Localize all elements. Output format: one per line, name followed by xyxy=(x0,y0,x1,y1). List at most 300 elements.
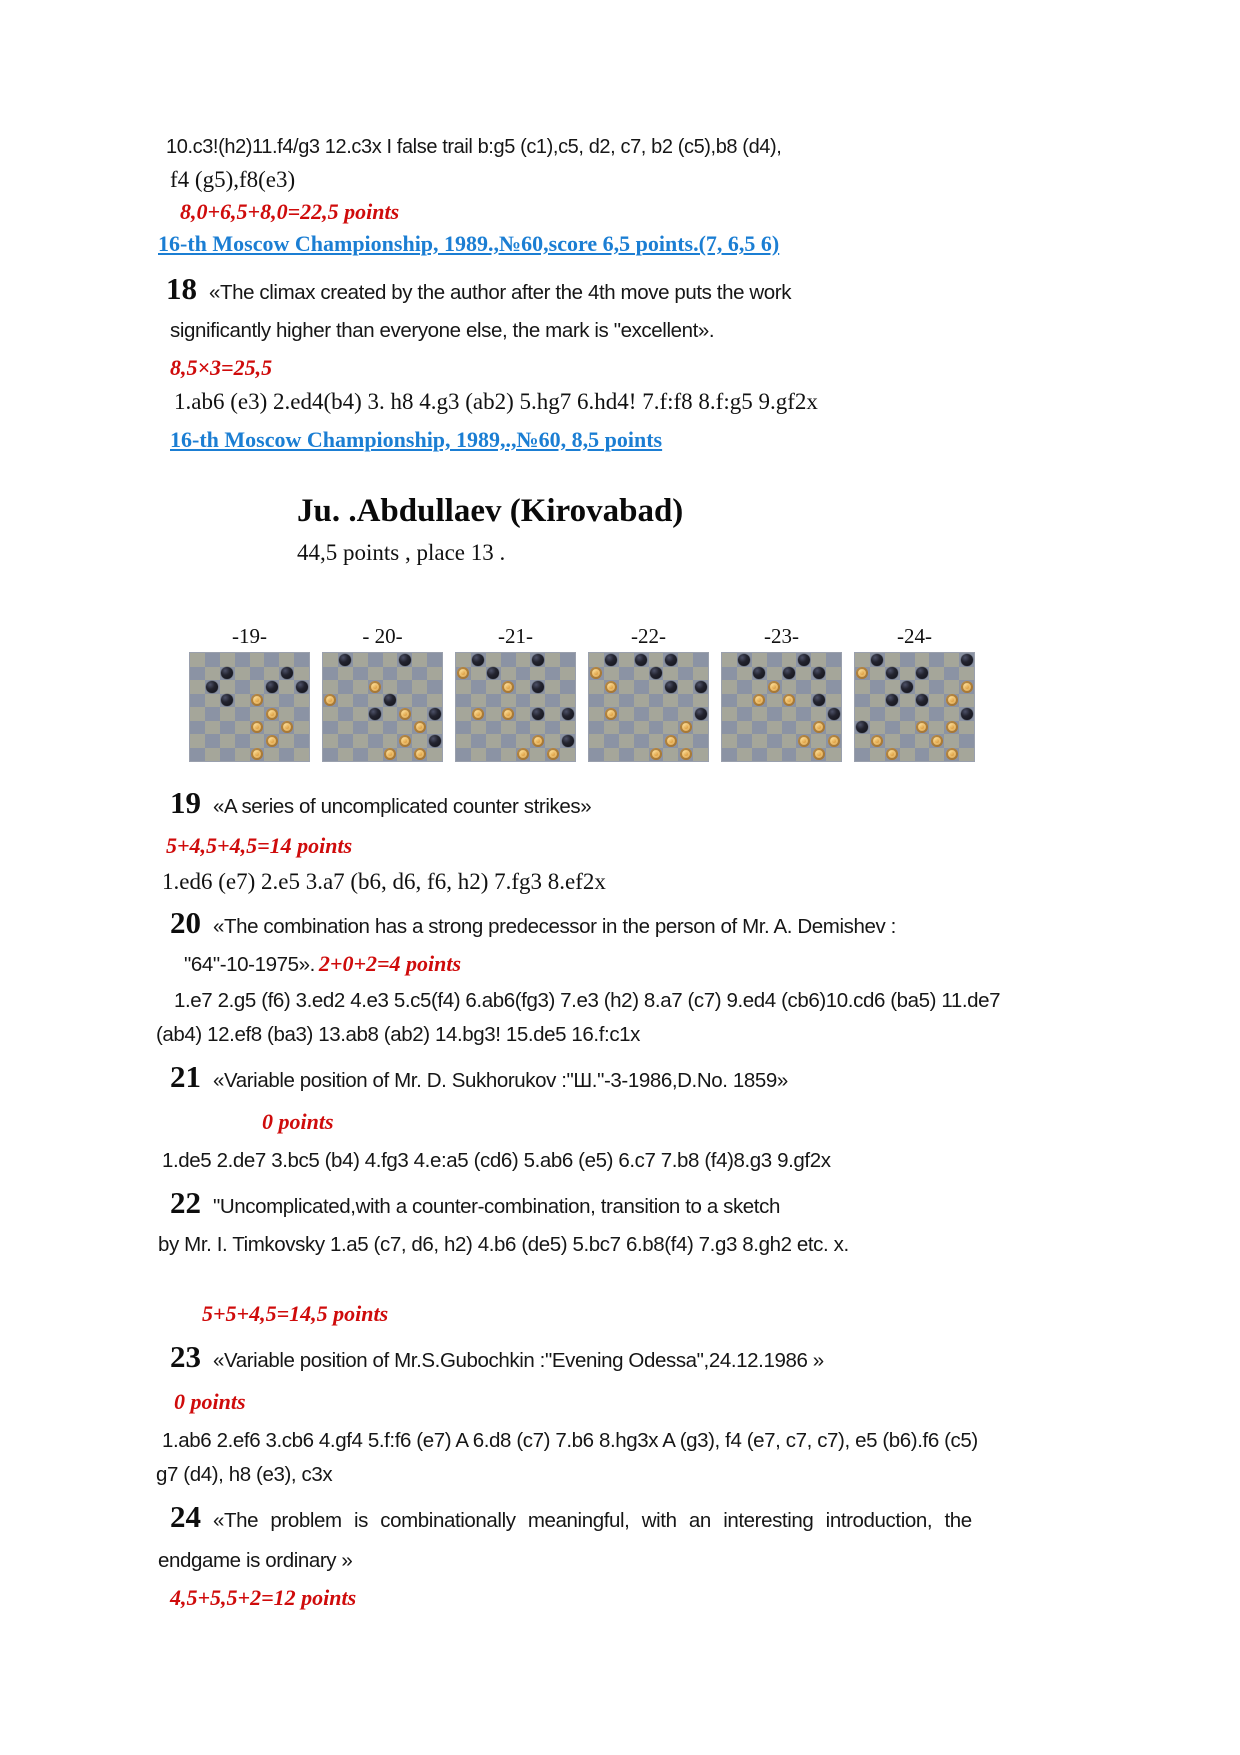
black-piece xyxy=(650,667,662,679)
board-square xyxy=(530,721,545,735)
board-square xyxy=(383,680,398,694)
board-square xyxy=(737,653,752,667)
board-square xyxy=(722,667,737,681)
board-square xyxy=(752,721,767,735)
board-square xyxy=(560,748,575,762)
board-square xyxy=(737,748,752,762)
board-square xyxy=(900,680,915,694)
board-square xyxy=(634,680,649,694)
board-square xyxy=(250,667,265,681)
board-square xyxy=(767,707,782,721)
board-square xyxy=(589,653,604,667)
board-square xyxy=(915,721,930,735)
board-square xyxy=(353,748,368,762)
white-piece xyxy=(753,694,765,706)
white-piece xyxy=(324,694,336,706)
black-piece xyxy=(206,681,218,693)
board-square xyxy=(885,653,900,667)
board-square xyxy=(235,707,250,721)
board-square xyxy=(353,707,368,721)
board-square xyxy=(870,667,885,681)
board-square xyxy=(663,748,678,762)
checkers-board-21 xyxy=(456,653,575,761)
board-square xyxy=(589,748,604,762)
white-piece xyxy=(399,708,411,720)
board-square xyxy=(235,734,250,748)
board-square xyxy=(412,748,427,762)
board-square xyxy=(516,748,531,762)
board-square xyxy=(205,734,220,748)
board-square xyxy=(205,653,220,667)
board-square xyxy=(501,734,516,748)
white-piece xyxy=(281,721,293,733)
black-piece xyxy=(296,681,308,693)
board-square xyxy=(486,734,501,748)
board-square xyxy=(560,707,575,721)
board-square xyxy=(663,694,678,708)
white-piece xyxy=(502,681,514,693)
board-square xyxy=(959,653,974,667)
board-square xyxy=(368,707,383,721)
board-square xyxy=(767,748,782,762)
board-square xyxy=(811,734,826,748)
board-square xyxy=(737,694,752,708)
board-square xyxy=(427,748,442,762)
board-square xyxy=(782,680,797,694)
black-piece xyxy=(266,681,278,693)
board-square xyxy=(796,667,811,681)
board-square xyxy=(250,734,265,748)
black-piece xyxy=(369,708,381,720)
black-piece xyxy=(916,667,928,679)
paragraph-23-heading xyxy=(170,1341,1130,1373)
championship-link-1[interactable]: 16-th Moscow Championship, 1989.,№60,score 6,5 points.(7, 6,5 6) xyxy=(158,231,780,256)
board-square xyxy=(190,667,205,681)
board-square xyxy=(944,734,959,748)
board-square xyxy=(929,748,944,762)
board-square xyxy=(250,653,265,667)
white-piece xyxy=(650,748,662,760)
paragraph-18-number: 18 xyxy=(166,271,197,306)
black-piece xyxy=(221,667,233,679)
board-square xyxy=(560,667,575,681)
board-square xyxy=(929,653,944,667)
board-square xyxy=(264,734,279,748)
white-piece xyxy=(369,681,381,693)
board-square xyxy=(530,667,545,681)
board-square xyxy=(737,667,752,681)
black-piece xyxy=(916,694,928,706)
board-square xyxy=(323,748,338,762)
board-square xyxy=(279,721,294,735)
board-square xyxy=(604,748,619,762)
board-square xyxy=(929,680,944,694)
paragraph-19-heading xyxy=(170,787,1130,819)
board-square xyxy=(722,680,737,694)
board-square xyxy=(205,694,220,708)
board-square xyxy=(885,734,900,748)
board-square xyxy=(855,734,870,748)
white-piece xyxy=(384,748,396,760)
board-square xyxy=(545,667,560,681)
board-square xyxy=(589,667,604,681)
paragraph-23-number: 23 xyxy=(170,1339,201,1374)
black-piece xyxy=(635,654,647,666)
board-square xyxy=(456,734,471,748)
board-square xyxy=(516,734,531,748)
board-square xyxy=(959,734,974,748)
board-square xyxy=(560,680,575,694)
board-square xyxy=(796,680,811,694)
black-piece xyxy=(487,667,499,679)
board-square xyxy=(767,734,782,748)
white-piece xyxy=(680,748,692,760)
white-piece xyxy=(783,694,795,706)
championship-link-2[interactable]: 16-th Moscow Championship, 1989,.,№60, 8,5 points xyxy=(170,427,663,452)
board-square xyxy=(220,653,235,667)
white-piece xyxy=(399,735,411,747)
black-piece xyxy=(339,654,351,666)
board-square xyxy=(338,748,353,762)
black-piece xyxy=(813,667,825,679)
board-square xyxy=(870,680,885,694)
board-square xyxy=(826,653,841,667)
paragraph-19-points: 5+4,5+4,5=14 points xyxy=(166,833,353,858)
board-square xyxy=(722,694,737,708)
board-square xyxy=(353,694,368,708)
board-square xyxy=(353,721,368,735)
board-square xyxy=(826,734,841,748)
board-square xyxy=(678,734,693,748)
board-square xyxy=(929,667,944,681)
paragraph-19-moves: 1.ed6 (e7) 2.e5 3.a7 (b6, d6, f6, h2) 7.fg3 8.ef2x xyxy=(162,869,606,894)
board-square xyxy=(486,707,501,721)
board-square xyxy=(235,680,250,694)
board-square xyxy=(545,707,560,721)
board-square xyxy=(663,653,678,667)
board-square xyxy=(338,680,353,694)
board-square xyxy=(190,653,205,667)
board-square xyxy=(264,653,279,667)
black-piece xyxy=(429,708,441,720)
paragraph-22-quote-line-1: "Uncomplicated,with a counter-combination, transition to a sketch xyxy=(213,1195,780,1218)
board-square xyxy=(368,667,383,681)
board-square xyxy=(929,734,944,748)
paragraph-23-quote: «Variable position of Mr.S.Gubochkin :"Evening Odessa",24.12.1986 » xyxy=(213,1349,824,1372)
white-piece xyxy=(798,735,810,747)
board-square xyxy=(604,694,619,708)
board-square xyxy=(368,694,383,708)
white-piece xyxy=(414,721,426,733)
board-square xyxy=(264,721,279,735)
board-square xyxy=(959,707,974,721)
board-square xyxy=(649,721,664,735)
black-piece xyxy=(384,694,396,706)
board-square xyxy=(456,721,471,735)
board-square xyxy=(752,707,767,721)
board-square xyxy=(811,748,826,762)
board-square xyxy=(678,667,693,681)
white-piece xyxy=(251,721,263,733)
black-piece xyxy=(783,667,795,679)
diagram-labels-row xyxy=(190,624,1130,649)
board-square xyxy=(397,748,412,762)
board-square xyxy=(619,653,634,667)
board-square xyxy=(855,680,870,694)
board-square xyxy=(471,653,486,667)
board-square xyxy=(279,734,294,748)
black-piece xyxy=(886,694,898,706)
board-square xyxy=(737,734,752,748)
board-square xyxy=(427,680,442,694)
board-square xyxy=(250,707,265,721)
board-square xyxy=(190,694,205,708)
black-piece xyxy=(695,708,707,720)
paragraph-20-moves-line-1: 1.e7 2.g5 (f6) 3.ed2 4.e3 5.c5(f4) 6.ab6(fg3) 7.e3 (h2) 8.a7 (c7) 9.ed4 (cb6)10.cd6 (ba5) 11.de7 xyxy=(174,989,1001,1012)
diagram-label-19: -19- xyxy=(232,624,267,648)
board-square xyxy=(693,707,708,721)
intro-moves-line-2: f4 (g5),f8(e3) xyxy=(170,167,296,192)
board-square xyxy=(767,653,782,667)
board-square xyxy=(619,694,634,708)
board-square xyxy=(294,694,309,708)
board-square xyxy=(516,694,531,708)
board-square xyxy=(663,707,678,721)
black-piece xyxy=(221,694,233,706)
board-square xyxy=(397,680,412,694)
board-square xyxy=(752,694,767,708)
board-square xyxy=(412,707,427,721)
paragraph-20-points: 2+0+2=4 points xyxy=(318,951,462,976)
board-square xyxy=(264,667,279,681)
board-square xyxy=(782,694,797,708)
board-square xyxy=(471,748,486,762)
paragraph-20-moves-line-2: (ab4) 12.ef8 (ba3) 13.ab8 (ab2) 14.bg3! 15.de5 16.f:c1x xyxy=(156,1023,641,1046)
board-square xyxy=(900,694,915,708)
board-square xyxy=(767,694,782,708)
board-square xyxy=(353,734,368,748)
black-piece xyxy=(738,654,750,666)
board-square xyxy=(501,667,516,681)
author-score-line: 44,5 points , place 13 . xyxy=(297,540,506,565)
board-square xyxy=(693,680,708,694)
board-square xyxy=(456,694,471,708)
white-piece xyxy=(813,748,825,760)
board-square xyxy=(634,653,649,667)
board-square xyxy=(383,707,398,721)
board-square xyxy=(811,694,826,708)
board-square xyxy=(501,748,516,762)
white-piece xyxy=(251,748,263,760)
white-piece xyxy=(266,735,278,747)
paragraph-20-heading xyxy=(170,907,1130,939)
board-square xyxy=(885,707,900,721)
board-square xyxy=(619,721,634,735)
board-square xyxy=(767,680,782,694)
board-square xyxy=(826,748,841,762)
board-square xyxy=(855,653,870,667)
board-square xyxy=(220,734,235,748)
board-square xyxy=(870,734,885,748)
board-square xyxy=(752,734,767,748)
black-piece xyxy=(532,654,544,666)
board-square xyxy=(915,667,930,681)
board-square xyxy=(501,653,516,667)
board-square xyxy=(560,734,575,748)
board-square xyxy=(294,667,309,681)
board-square xyxy=(737,680,752,694)
board-square xyxy=(294,748,309,762)
white-piece xyxy=(856,667,868,679)
board-square xyxy=(915,734,930,748)
paragraph-21-number: 21 xyxy=(170,1059,201,1094)
board-square xyxy=(944,707,959,721)
black-piece xyxy=(429,735,441,747)
board-square xyxy=(368,734,383,748)
board-square xyxy=(900,721,915,735)
checkers-board-19 xyxy=(190,653,309,761)
board-square xyxy=(220,707,235,721)
board-square xyxy=(634,734,649,748)
black-piece xyxy=(856,721,868,733)
board-square xyxy=(811,680,826,694)
board-square xyxy=(545,734,560,748)
board-square xyxy=(915,748,930,762)
board-square xyxy=(870,653,885,667)
board-square xyxy=(516,680,531,694)
board-square xyxy=(530,653,545,667)
paragraph-23-moves-line-1: 1.ab6 2.ef6 3.cb6 4.gf4 5.f:f6 (e7) A 6.d8 (c7) 7.b6 8.hg3x A (g3), f4 (e7, c7, c7), e5 (b6).f6 (c5) xyxy=(162,1429,978,1452)
board-square xyxy=(915,680,930,694)
board-square xyxy=(545,653,560,667)
board-square xyxy=(589,721,604,735)
board-square xyxy=(900,653,915,667)
board-square xyxy=(205,680,220,694)
board-square xyxy=(619,748,634,762)
board-square xyxy=(885,748,900,762)
paragraph-21-points: 0 points xyxy=(262,1109,334,1134)
board-square xyxy=(353,680,368,694)
board-square xyxy=(649,734,664,748)
black-piece xyxy=(871,654,883,666)
board-square xyxy=(855,694,870,708)
black-piece xyxy=(901,681,913,693)
white-piece xyxy=(472,708,484,720)
board-square xyxy=(323,680,338,694)
black-piece xyxy=(532,708,544,720)
board-square xyxy=(264,694,279,708)
board-square xyxy=(900,707,915,721)
board-square xyxy=(323,734,338,748)
board-square xyxy=(456,707,471,721)
board-square xyxy=(870,707,885,721)
board-square xyxy=(383,694,398,708)
board-square xyxy=(944,721,959,735)
board-square xyxy=(264,707,279,721)
board-square xyxy=(250,694,265,708)
board-square xyxy=(589,734,604,748)
board-square xyxy=(279,680,294,694)
board-square xyxy=(530,694,545,708)
white-piece xyxy=(590,667,602,679)
board-square xyxy=(663,680,678,694)
board-square xyxy=(722,748,737,762)
board-square xyxy=(929,694,944,708)
board-square xyxy=(338,734,353,748)
black-piece xyxy=(961,654,973,666)
board-square xyxy=(693,734,708,748)
board-square xyxy=(220,680,235,694)
board-square xyxy=(634,707,649,721)
board-square xyxy=(353,667,368,681)
white-piece xyxy=(266,708,278,720)
board-square xyxy=(959,721,974,735)
diagrams-row xyxy=(190,653,1130,761)
board-square xyxy=(323,667,338,681)
board-square xyxy=(693,667,708,681)
board-square xyxy=(796,721,811,735)
board-square xyxy=(250,680,265,694)
board-square xyxy=(944,694,959,708)
board-square xyxy=(456,653,471,667)
board-square xyxy=(471,734,486,748)
white-piece xyxy=(946,694,958,706)
board-square xyxy=(456,748,471,762)
board-square xyxy=(959,680,974,694)
paragraph-22-heading xyxy=(170,1187,1130,1219)
intro-moves-line-1: 10.c3!(h2)11.f4/g3 12.c3x I false trail b:g5 (c1),c5, d2, c7, b2 (c5),b8 (d4), xyxy=(166,136,782,158)
board-square xyxy=(338,694,353,708)
board-square xyxy=(693,653,708,667)
board-square xyxy=(471,694,486,708)
board-square xyxy=(885,721,900,735)
board-square xyxy=(634,748,649,762)
paragraph-20-quote-line-2: "64"-10-1975». xyxy=(184,953,315,976)
board-square xyxy=(427,694,442,708)
board-square xyxy=(959,667,974,681)
board-square xyxy=(397,707,412,721)
board-square xyxy=(427,667,442,681)
board-square xyxy=(471,707,486,721)
board-square xyxy=(338,707,353,721)
white-piece xyxy=(502,708,514,720)
board-square xyxy=(412,734,427,748)
paragraph-18-moves: 1.ab6 (e3) 2.ed4(b4) 3. h8 4.g3 (ab2) 5.hg7 6.hd4! 7.f:f8 8.f:g5 9.gf2x xyxy=(174,389,818,414)
board-square xyxy=(323,694,338,708)
board-square xyxy=(220,694,235,708)
diagram-label-21: -21- xyxy=(498,624,533,648)
board-square xyxy=(338,721,353,735)
board-square xyxy=(649,667,664,681)
paragraph-19-quote: «A series of uncomplicated counter strikes» xyxy=(213,795,592,818)
checkers-board-23 xyxy=(722,653,841,761)
board-square xyxy=(826,667,841,681)
paragraph-22-number: 22 xyxy=(170,1185,201,1220)
paragraph-24-heading xyxy=(170,1501,1130,1533)
board-square xyxy=(855,667,870,681)
board-square xyxy=(649,680,664,694)
board-square xyxy=(250,748,265,762)
board-square xyxy=(412,653,427,667)
board-square xyxy=(885,694,900,708)
white-piece xyxy=(946,748,958,760)
checkers-board-20 xyxy=(323,653,442,761)
black-piece xyxy=(562,735,574,747)
board-square xyxy=(190,734,205,748)
board-square xyxy=(516,707,531,721)
board-square xyxy=(235,748,250,762)
board-square xyxy=(604,653,619,667)
